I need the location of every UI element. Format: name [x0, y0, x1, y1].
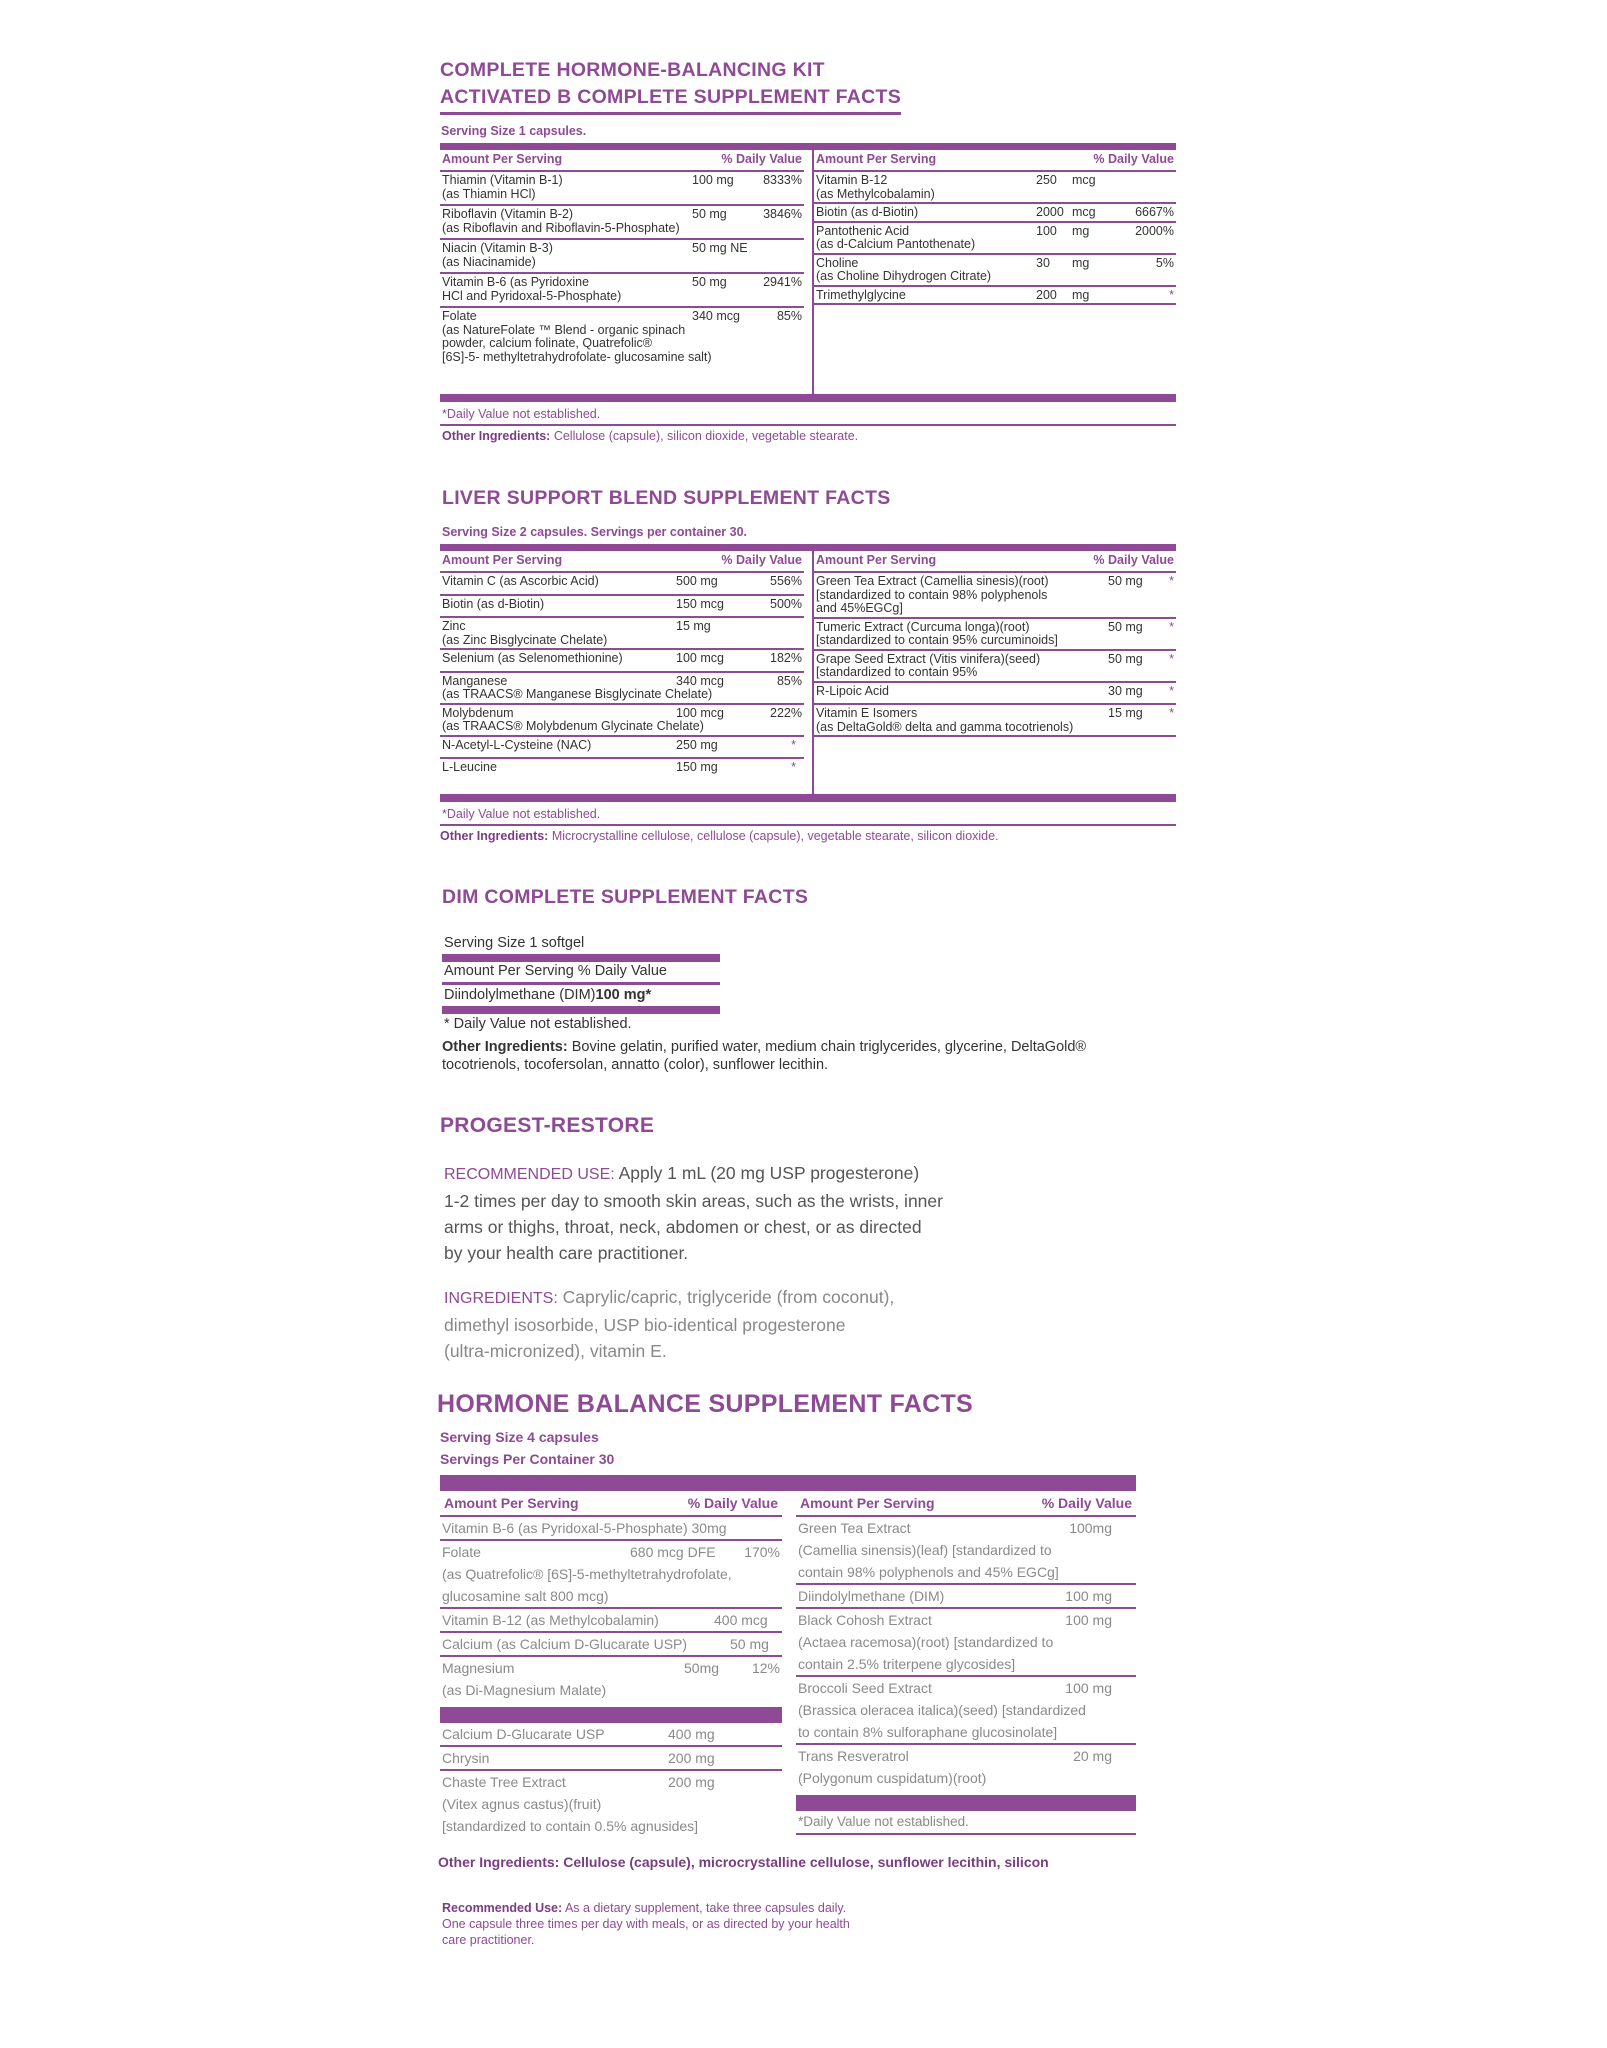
ingredient-name: Vitamin C (as Ascorbic Acid) [442, 574, 599, 588]
ingredient-amount: 250 [1036, 173, 1057, 187]
daily-value: * [791, 760, 796, 774]
ingredient-line: Diindolylmethane (DIM) [798, 1588, 945, 1604]
daily-value: 85% [776, 309, 802, 323]
ingredient-amount: 100 [1036, 223, 1057, 238]
table-row [796, 1609, 1136, 1677]
table-row [814, 573, 1176, 619]
ingredient-name: Vitamin B-6 (as Pyridoxine [442, 275, 590, 289]
ingredient-line: glucosamine salt 800 mcg) [442, 1588, 609, 1604]
ingredient-line: Vitamin B-6 (as Pyridoxal-5-Phosphate) 30mg [442, 1520, 727, 1536]
daily-value: * [1169, 683, 1174, 698]
ingredient-name: Thiamin (Vitamin B-1) [442, 173, 563, 187]
divider [440, 424, 1176, 426]
ingredient-amount: 50 mg [1108, 651, 1143, 666]
ingredient-name: N-Acetyl-L-Cysteine (NAC) [442, 737, 592, 752]
table-row [814, 705, 1176, 737]
liver-serving-size: Serving Size 2 capsules. Servings per container 30. [442, 525, 747, 539]
ingredient-name: Choline [816, 255, 859, 270]
table-row [814, 223, 1176, 255]
ingredient-line: Calcium D-Glucarate USP [442, 1726, 605, 1742]
ingredient-amount: 15 mg [676, 619, 711, 633]
daily-value: * [791, 737, 796, 752]
column-header: Amount Per Serving % Daily Value [440, 551, 804, 573]
dim-bar [442, 1006, 720, 1014]
ingredient-line: to contain 8% sulforaphane glucosinolate] [798, 1724, 1058, 1740]
table-row [796, 1745, 1136, 1789]
liver-left-column [440, 551, 804, 780]
ingredient-line: (Actaea racemosa)(root) [standardized to [798, 1634, 1054, 1650]
table-row [440, 1517, 782, 1541]
progest-recommended-use: RECOMMENDED USE: Apply 1 mL (20 mg USP progesterone) 1-2 times per day to smooth skin areas, such as the wrists, inner arms or thighs, throat, neck, abdomen or chest, or as directed by your health care practitioner. [444, 1163, 943, 1263]
hormone-footnote: *Daily Value not established. [796, 1811, 1136, 1835]
table-row [796, 1517, 1136, 1585]
table-row [440, 1723, 782, 1747]
activated-b-other-ingredients: Other Ingredients: Cellulose (capsule), silicon dioxide, vegetable stearate. [442, 429, 859, 443]
ingredient-amount: 680 mcg DFE [630, 1544, 716, 1560]
ingredient-name: Biotin (as d-Biotin) [442, 596, 545, 611]
ingredient-amount: 100mg [1069, 1520, 1112, 1536]
kit-title: COMPLETE HORMONE-BALANCING KIT [440, 59, 825, 81]
ingredient-name: Tumeric Extract (Curcuma longa)(root) [816, 619, 1030, 634]
ingredient-line: Vitamin B-12 (as Methylcobalamin) [442, 1612, 659, 1628]
ingredient-amount: 250 mg [676, 737, 718, 752]
table-row [796, 1677, 1136, 1745]
ingredient-line: Folate [442, 1544, 481, 1560]
progest-title: PROGEST-RESTORE [440, 1114, 655, 1137]
ingredient-detail: (as Thiamin HCl) [442, 186, 536, 201]
daily-value: * [1169, 619, 1174, 634]
ingredient-amount: 340 mcg [676, 673, 724, 688]
table-row [440, 240, 804, 274]
ingredient-unit: mg [1072, 255, 1090, 270]
daily-value: 3846% [763, 207, 802, 221]
ingredient-line: (Camellia sinensis)(leaf) [standardized to [798, 1542, 1052, 1558]
progest-ingredients: INGREDIENTS: Caprylic/capric, triglyceride (from coconut), dimethyl isosorbide, USP bio-identical progesterone (ultra-micronized), vitamin E. [444, 1287, 895, 1361]
ingredient-name: Trimethylglycine [816, 287, 906, 302]
ingredient-detail: powder, calcium folinate, Quatrefolic® [442, 336, 653, 350]
daily-value: 500% [770, 596, 802, 611]
column-header: Amount Per Serving % Daily Value [440, 1491, 782, 1517]
table-row [440, 650, 804, 673]
daily-value: 6667% [1135, 205, 1174, 219]
table-row [814, 255, 1176, 287]
ingredient-amount: 200 [1036, 287, 1057, 302]
ingredient-line: [standardized to contain 0.5% agnusides] [442, 1818, 699, 1834]
daily-value: 222% [770, 705, 802, 720]
table-row [796, 1585, 1136, 1609]
ingredient-detail: (as Riboflavin and Riboflavin-5-Phosphate) [442, 220, 680, 235]
ingredient-name: R-Lipoic Acid [816, 683, 889, 698]
ingredient-detail: [standardized to contain 95% [816, 665, 978, 679]
ingredient-amount: 100 mcg [676, 705, 724, 720]
column-header: Amount Per Serving % Daily Value [814, 150, 1176, 172]
ingredient-name: Selenium (as Selenomethionine) [442, 651, 623, 665]
ingredient-line: Broccoli Seed Extract [798, 1680, 932, 1696]
ingredient-line: Black Cohosh Extract [798, 1612, 932, 1628]
ingredient-detail: and 45%EGCg] [816, 601, 903, 615]
column-header: Amount Per Serving % Daily Value [796, 1491, 1136, 1517]
section-bar [796, 1795, 1136, 1811]
ingredient-amount: 100 mg [1065, 1680, 1112, 1696]
ingredient-line: (as Quatrefolic® [6S]-5-methyltetrahydrofolate, [442, 1566, 732, 1582]
hormone-other-ingredients: Other Ingredients: Cellulose (capsule), microcrystalline cellulose, sunflower lecithin, silicon [438, 1854, 1049, 1870]
ingredient-line: (Vitex agnus castus)(fruit) [442, 1796, 602, 1812]
ingredient-line: (Polygonum cuspidatum)(root) [798, 1770, 987, 1786]
ingredient-amount: 50 mg NE [692, 241, 748, 255]
liver-right-column [814, 551, 1176, 737]
daily-value: 12% [751, 1660, 780, 1676]
ingredient-amount: 150 mcg [676, 596, 724, 611]
table-row [440, 308, 804, 365]
liver-footnote: *Daily Value not established. [442, 807, 601, 821]
liver-title: LIVER SUPPORT BLEND SUPPLEMENT FACTS [442, 487, 891, 509]
daily-value: * [1169, 287, 1174, 302]
table-row [814, 287, 1176, 306]
ingredient-amount: 50 mg [730, 1636, 769, 1652]
table-row [440, 1541, 782, 1609]
daily-value: * [1169, 574, 1174, 588]
ingredient-detail: (as Zinc Bisglycinate Chelate) [442, 632, 608, 647]
dim-ingredient-row: Diindolylmethane (DIM)100 mg* [444, 987, 652, 1003]
ingredient-line: contain 98% polyphenols and 45% EGCg] [798, 1564, 1059, 1580]
ingredient-amount: 30 [1036, 255, 1050, 270]
daily-value: 5% [1155, 255, 1174, 270]
dim-bar [442, 954, 720, 962]
ingredient-amount: 400 mg [668, 1726, 715, 1742]
hormone-left-column [440, 1491, 782, 1837]
ingredient-amount: 150 mg [676, 760, 718, 774]
table-row [440, 737, 804, 760]
hormone-recommended-use: Recommended Use: As a dietary supplement, take three capsules daily. One capsule three times per day with meals, or as directed by your health care practitioner. [442, 1901, 850, 1947]
column-header: Amount Per Serving % Daily Value [440, 150, 804, 172]
table-row [440, 1609, 782, 1633]
hormone-serving-size: Serving Size 4 capsules [440, 1429, 599, 1445]
ingredient-line: Green Tea Extract [798, 1520, 911, 1536]
daily-value: 556% [770, 574, 802, 588]
daily-value: 8333% [763, 173, 802, 187]
ingredient-detail: (as Methylcobalamin) [816, 186, 935, 201]
daily-value: * [1169, 651, 1174, 666]
daily-value: 2941% [763, 275, 802, 289]
ingredient-unit: mcg [1072, 173, 1096, 187]
table-row [440, 596, 804, 619]
ingredient-detail: [6S]-5- methyltetrahydrofolate- glucosamine salt) [442, 349, 712, 364]
activated-b-footnote: *Daily Value not established. [442, 407, 601, 421]
dim-rule [442, 982, 720, 985]
hormone-title: HORMONE BALANCE SUPPLEMENT FACTS [437, 1390, 974, 1418]
table-row [440, 759, 804, 780]
ingredient-line: Chaste Tree Extract [442, 1774, 566, 1790]
ingredient-detail: HCl and Pyridoxal-5-Phosphate) [442, 288, 622, 303]
ingredient-line: (Brassica oleracea italica)(seed) [standardized [798, 1702, 1086, 1718]
table-row [440, 1633, 782, 1657]
ingredient-line: Calcium (as Calcium D-Glucarate USP) [442, 1636, 688, 1652]
ingredient-line: Trans Resveratrol [798, 1748, 909, 1764]
ingredient-amount: 100 mg [692, 173, 734, 187]
ingredient-amount: 50 mg [692, 207, 727, 221]
ingredient-name: Molybdenum [442, 705, 514, 720]
table-row [440, 172, 804, 206]
ingredient-detail: (as Choline Dihydrogen Citrate) [816, 269, 992, 283]
ingredient-line: Magnesium [442, 1660, 515, 1676]
table-row [440, 206, 804, 240]
ingredient-amount: 100 mg [1065, 1588, 1112, 1604]
ingredient-name: Grape Seed Extract (Vitis vinifera)(seed) [816, 651, 1041, 666]
activated-b-left-column [440, 150, 804, 365]
ingredient-amount: 15 mg [1108, 706, 1143, 720]
ingredient-unit: mcg [1072, 205, 1096, 219]
table-row [814, 619, 1176, 651]
ingredient-amount: 2000 [1036, 205, 1064, 219]
ingredient-detail: [standardized to contain 98% polyphenols [816, 587, 1048, 602]
ingredient-unit: mg [1072, 287, 1090, 302]
ingredient-amount: 100 mcg [676, 651, 724, 665]
activated-b-right-column [814, 150, 1176, 305]
dim-other-ingredients: Other Ingredients: Bovine gelatin, purified water, medium chain triglycerides, glycerine, DeltaGold® [442, 1039, 1087, 1055]
ingredient-detail: (as d-Calcium Pantothenate) [816, 237, 976, 251]
ingredient-detail: (as Niacinamide) [442, 254, 536, 269]
top-bar [440, 1475, 1136, 1491]
ingredient-line: (as Di-Magnesium Malate) [442, 1682, 607, 1698]
ingredient-detail: (as TRAACS® Molybdenum Glycinate Chelate) [442, 719, 704, 733]
table-row [814, 651, 1176, 683]
table-row [814, 204, 1176, 223]
activated-b-serving-size: Serving Size 1 capsules. [441, 124, 587, 138]
hormone-servings-per-container: Servings Per Container 30 [440, 1451, 615, 1467]
table-row [440, 673, 804, 705]
daily-value: * [1169, 706, 1174, 720]
daily-value: 2000% [1135, 223, 1174, 238]
table-row [440, 705, 804, 737]
bottom-bar [440, 394, 1176, 402]
ingredient-amount: 30 mg [1108, 683, 1143, 698]
ingredient-amount: 200 mg [668, 1750, 715, 1766]
ingredient-detail: (as DeltaGold® delta and gamma tocotrienols) [816, 719, 1074, 734]
ingredient-name: Zinc [442, 619, 466, 633]
ingredient-name: Niacin (Vitamin B-3) [442, 241, 553, 255]
ingredient-amount: 100 mg [1065, 1612, 1112, 1628]
ingredient-name: Vitamin B-12 [816, 173, 888, 187]
table-row [440, 1657, 782, 1701]
ingredient-detail: (as TRAACS® Manganese Bisglycinate Chelate) [442, 687, 713, 701]
table-row [440, 573, 804, 596]
ingredient-name: Green Tea Extract (Camellia sinesis)(root) [816, 574, 1049, 588]
ingredient-name: L-Leucine [442, 760, 497, 774]
ingredient-line: Chrysin [442, 1750, 490, 1766]
ingredient-amount: 200 mg [668, 1774, 715, 1790]
table-row [440, 618, 804, 650]
ingredient-amount: 340 mcg [692, 309, 740, 323]
ingredient-amount: 50 mg [1108, 574, 1143, 588]
ingredient-amount: 50 mg [692, 275, 727, 289]
ingredient-name: Manganese [442, 673, 508, 688]
ingredient-line: contain 2.5% triterpene glycosides] [798, 1656, 1016, 1672]
ingredient-name: Pantothenic Acid [816, 223, 910, 238]
dim-header: Amount Per Serving % Daily Value [444, 963, 667, 979]
ingredient-detail: (as NatureFolate ™ Blend - organic spinach [442, 322, 686, 337]
dim-serving-size: Serving Size 1 softgel [444, 935, 585, 951]
top-bar [440, 544, 1176, 551]
divider [440, 824, 1176, 826]
daily-value: 85% [776, 673, 802, 688]
ingredient-name: Biotin (as d-Biotin) [816, 205, 919, 219]
liver-other-ingredients: Other Ingredients: Microcrystalline cellulose, cellulose (capsule), vegetable stearate, silicon dioxide. [440, 829, 999, 843]
column-header: Amount Per Serving % Daily Value [814, 551, 1176, 573]
dim-footnote: * Daily Value not established. [444, 1016, 632, 1032]
dim-other-ingredients-line2: tocotrienols, tocofersolan, annatto (color), sunflower lecithin. [442, 1057, 829, 1073]
activated-b-title: ACTIVATED B COMPLETE SUPPLEMENT FACTS [440, 84, 901, 115]
ingredient-unit: mg [1072, 223, 1090, 238]
dim-title: DIM COMPLETE SUPPLEMENT FACTS [442, 886, 809, 908]
section-bar [440, 1707, 782, 1723]
ingredient-name: Vitamin E Isomers [816, 706, 918, 720]
table-row [814, 172, 1176, 204]
ingredient-name: Riboflavin (Vitamin B-2) [442, 207, 574, 221]
table-row [440, 274, 804, 308]
daily-value: 182% [770, 651, 802, 665]
ingredient-amount: 50 mg [1108, 619, 1143, 634]
top-bar [440, 143, 1176, 150]
daily-value: 170% [744, 1544, 780, 1560]
table-row [440, 1747, 782, 1771]
ingredient-amount: 500 mg [676, 574, 718, 588]
ingredient-detail: [standardized to contain 95% curcuminoids] [816, 633, 1058, 647]
ingredient-name: Folate [442, 309, 477, 323]
bottom-bar [440, 794, 1176, 802]
ingredient-amount: 50mg [684, 1660, 720, 1676]
ingredient-amount: 400 mcg [714, 1612, 768, 1628]
table-row [440, 1771, 782, 1837]
ingredient-amount: 20 mg [1073, 1748, 1112, 1764]
hormone-right-column [796, 1491, 1136, 1835]
table-row [814, 683, 1176, 706]
